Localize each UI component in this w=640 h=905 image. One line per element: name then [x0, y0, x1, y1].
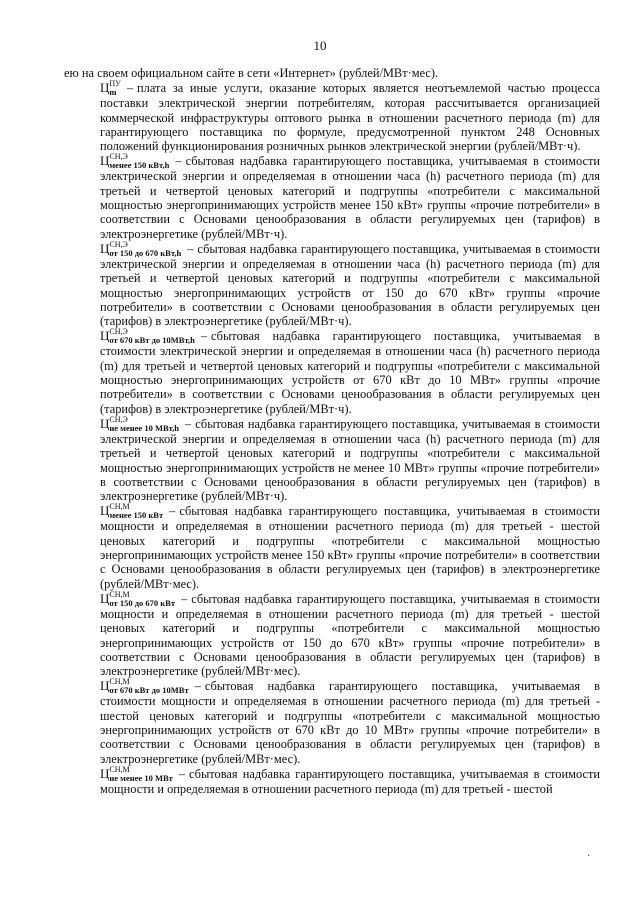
symbol-sub: не менее 10 МВт — [109, 772, 173, 783]
definition-term — [64, 416, 600, 503]
definition-text: сбытовая надбавка гарантирующего поставщика, учитываемая в стоимости электрической энергии и определяемая в отношении часа (h) расчетного периода (m) для третьей и четвертой ценовых категорий и подгруппы «потребители с максимальной мощностью энергопринимающих устройств менее 150 кВт» группы «прочие потребители» в соответствии с Основами ценообразования в области регулируемых цен (тарифов) в электроэнергетике (рублей/МВт·ч). — [100, 154, 600, 241]
symbol: Ц — [100, 590, 110, 606]
dash: – — [185, 416, 192, 431]
symbol: Ц — [100, 240, 110, 256]
symbol-index — [109, 766, 172, 782]
symbol: Ц — [100, 765, 110, 781]
dash: – — [175, 154, 182, 169]
symbol-index — [109, 678, 188, 694]
definition-term — [64, 591, 600, 678]
symbol-index — [109, 503, 163, 519]
document-body — [64, 66, 600, 796]
definition-text: сбытовая надбавка гарантирующего поставщика, учитываемая в стоимости мощности и определяемая в отношении расчетного периода (m) для третьей - шестой — [100, 766, 600, 796]
symbol-index — [109, 80, 120, 96]
symbol-sub: не менее 10 МВт,h — [109, 422, 180, 433]
symbol-sup: СН,Э — [109, 239, 128, 249]
definition-text: сбытовая надбавка гарантирующего поставщика, учитываемая в стоимости мощности и определяемая в отношении расчетного периода (m) для третьей - шестой ценовых категорий и подгруппы «потребители с максимальной мощностью энергопринимающих устройств менее 150 кВт» группы «прочие потребители» в соответствии с Основами ценообразования в области регулируемых цен (тарифов) в электроэнергетике (рублей/МВт·мес). — [100, 504, 600, 591]
symbol: Ц — [100, 80, 110, 96]
dash: – — [169, 504, 176, 519]
symbol-sup: СН,Э — [109, 152, 128, 162]
definition-text: сбытовая надбавка гарантирующего поставщика, учитываемая в стоимости электрической энергии и определяемая в отношении часа (h) расчетного периода (m) для третьей и четвертой ценовых категорий и подгруппы «потребители с максимальной мощностью энергопринимающих устройств от 150 до 670 кВт» группы «прочие потребители» в соответствии с Основами ценообразования в области регулируемых цен (тарифов) в электроэнергетике (рублей/МВт·ч). — [100, 241, 600, 329]
symbol-sub: менее 150 кВт,h — [109, 160, 170, 171]
definition-text: сбытовая надбавка гарантирующего поставщика, учитываемая в стоимости электрической энергии и определяемая в отношении часа (h) расчетного периода (m) для третьей и четвертой ценовых категорий и подгруппы «потребители с максимальной мощностью энергопринимающих устройств от 670 кВт до 10 МВт» группы «прочие потребители» в соответствии с Основами ценообразования в области регулируемых цен (тарифов) в электроэнергетике (рублей/МВт·ч). — [100, 329, 600, 416]
symbol-sub: от 670 кВт до 10МВт,h — [109, 335, 195, 346]
symbol-sub: от 150 до 670 кВт — [109, 597, 175, 608]
definition-text: сбытовая надбавка гарантирующего поставщика, учитываемая в стоимости электрической энергии и определяемая в отношении часа (h) расчетного периода (m) для третьей и четвертой ценовых категорий и подгруппы «потребители с максимальной мощностью энергопринимающих устройств не менее 10 МВт» группы «прочие потребители» в соответствии с Основами ценообразования в области регулируемых цен (тарифов) в электроэнергетике (рублей/МВт·ч). — [100, 416, 600, 504]
symbol: Ц — [100, 678, 110, 694]
definition-text: сбытовая надбавка гарантирующего поставщика, учитываемая в стоимости мощности и определяемая в отношении расчетного периода (m) для третьей - шестой ценовых категорий и подгруппы «потребители с максимальной мощностью энергопринимающих устройств от 670 кВт до 10 МВт» группы «прочие потребители» в соответствии с Основами ценообразования в области регулируемых цен (тарифов) в электроэнергетике (рублей/МВт·мес). — [100, 679, 600, 766]
definition-term — [64, 503, 600, 590]
definition-pu — [64, 80, 600, 153]
dash: – — [187, 241, 194, 256]
page-number: 10 — [313, 38, 327, 53]
symbol-index — [109, 591, 175, 607]
symbol-index — [109, 328, 194, 344]
symbol-sup: СН,М — [109, 502, 130, 512]
symbol: Ц — [100, 153, 110, 169]
definition-text: сбытовая надбавка гарантирующего поставщика, учитываемая в стоимости мощности и определяемая в отношении расчетного периода (m) для третьей - шестой ценовых категорий и подгруппы «потребители с максимальной мощностью энергопринимающих устройств от 150 до 670 кВт» группы «прочие потребители» в соответствии с Основами ценообразования в области регулируемых цен (тарифов) в электроэнергетике (рублей/МВт·мес). — [100, 591, 600, 679]
definition-term — [64, 241, 600, 328]
symbol-index — [109, 153, 169, 169]
definition-term — [64, 153, 600, 240]
symbol-sup: СН,Э — [109, 414, 128, 424]
dash: – — [194, 679, 201, 694]
intro-line: ею на своем официальном сайте в сети «Интернет» (рублей/МВт·мес). — [64, 66, 439, 80]
definition-term — [64, 678, 600, 765]
dash: – — [126, 81, 134, 96]
symbol: Ц — [100, 415, 110, 431]
symbol-sup: ПУ — [109, 79, 121, 89]
definition-term — [64, 328, 600, 415]
symbol-sub: менее 150 кВт — [109, 510, 164, 521]
symbol-sub: от 670 кВт до 10МВт — [109, 685, 189, 696]
page-mark: · — [587, 851, 591, 862]
symbol-index — [109, 416, 179, 432]
symbol-sub: от 150 до 670 кВт,h — [109, 247, 182, 258]
symbol-sub: m — [109, 87, 117, 98]
symbol-sup: СН,М — [109, 677, 130, 687]
symbol-index — [109, 241, 181, 257]
symbol-sup: СН,Э — [109, 327, 128, 337]
symbol-sup: СН,М — [109, 764, 130, 774]
symbol-sup: СН,М — [109, 589, 130, 599]
definition-term — [64, 766, 600, 796]
dash: – — [181, 591, 188, 606]
symbol: Ц — [100, 503, 110, 519]
definition-text: плата за иные услуги, оказание которых является неотъемлемой частью процесса поставки электрической энергии потребителям, которая рассчитывается организацией коммерческой инфраструктуры оптового рынка в отношении расчетного периода (m) для гарантирующего поставщика по формуле, предусмотренной пунктом 248 Основных положений функционирования розничных рынков электрической энергии (рублей/МВт·ч). — [100, 81, 600, 154]
symbol: Ц — [100, 328, 110, 344]
dash: – — [178, 766, 186, 781]
dash: – — [200, 329, 208, 344]
